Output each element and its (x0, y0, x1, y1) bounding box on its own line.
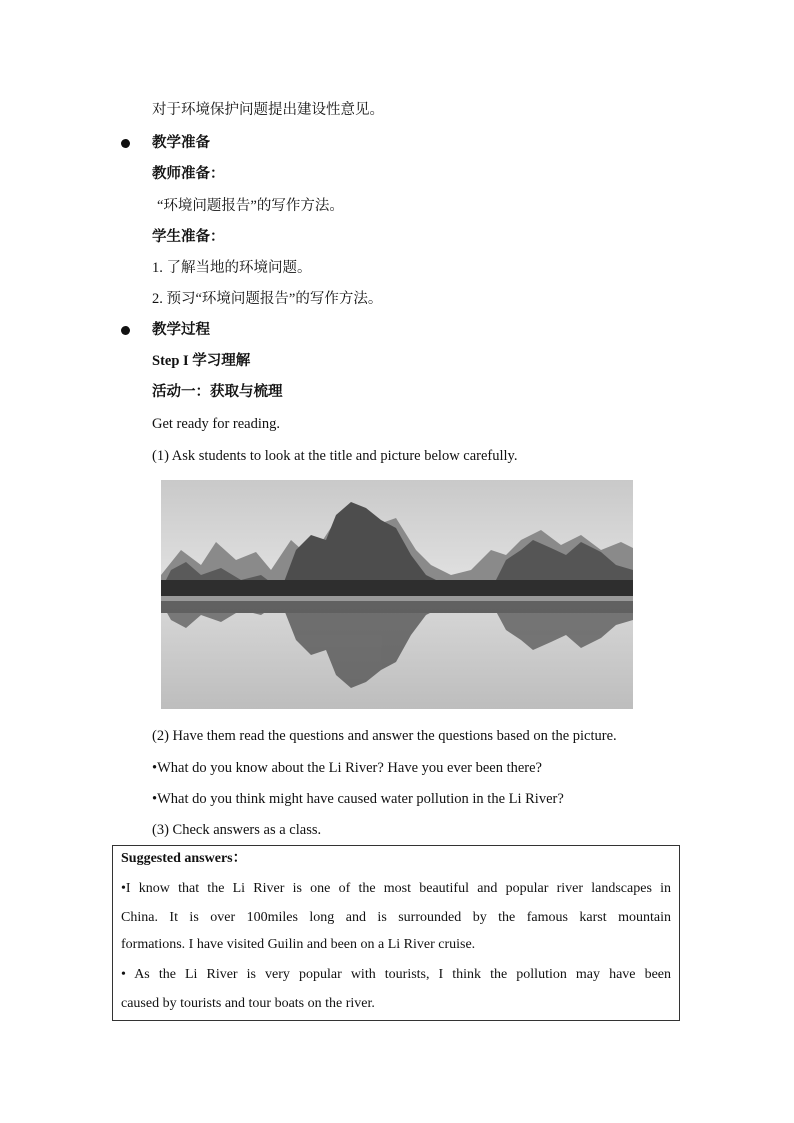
student-prep-label: 学生准备： (152, 229, 225, 245)
intro-line: 对于环境保护问题提出建设性意见。 (152, 102, 384, 118)
answer-1-line-3: formations. I have visited Guilin and been on a Li River cruise. (121, 937, 476, 952)
teacher-prep-label: 教师准备： (152, 166, 225, 182)
answer-2-line-2: caused by tourists and tour boats on the river. (121, 996, 375, 1011)
section-heading-process: 教学过程 (152, 322, 210, 338)
question-1: •What do you know about the Li River? Have you ever been there? (152, 760, 542, 776)
suggested-answers-box (112, 845, 680, 1021)
activity-title: 活动一：获取与梳理 (152, 384, 283, 400)
bullet-icon (121, 139, 130, 148)
li-river-photo (161, 480, 633, 709)
step-title: Step I 学习理解 (152, 353, 251, 369)
question-2: •What do you think might have caused water pollution in the Li River? (152, 791, 564, 807)
student-prep-item-1: 1. 了解当地的环境问题。 (152, 260, 312, 276)
teacher-prep-text: “环境问题报告”的写作方法。 (157, 198, 344, 214)
instruction-2: (2) Have them read the questions and answer the questions based on the picture. (152, 728, 617, 744)
answer-1-line-2: China. It is over 100miles long and is surrounded by the famous karst mountain (121, 910, 671, 925)
bullet-icon (121, 326, 130, 335)
answer-1-line-1: •I know that the Li River is one of the most beautiful and popular river landscapes in (121, 881, 671, 896)
answer-2-line-1: • As the Li River is very popular with tourists, I think the pollution may have been (121, 967, 671, 982)
instruction-3: (3) Check answers as a class. (152, 822, 322, 838)
student-prep-item-2: 2. 预习“环境问题报告”的写作方法。 (152, 291, 383, 307)
instruction-1: (1) Ask students to look at the title and picture below carefully. (152, 448, 518, 464)
suggested-answers-title: Suggested answers： (121, 851, 247, 866)
section-heading-prep: 教学准备 (152, 135, 210, 151)
reading-prompt: Get ready for reading. (152, 416, 281, 432)
